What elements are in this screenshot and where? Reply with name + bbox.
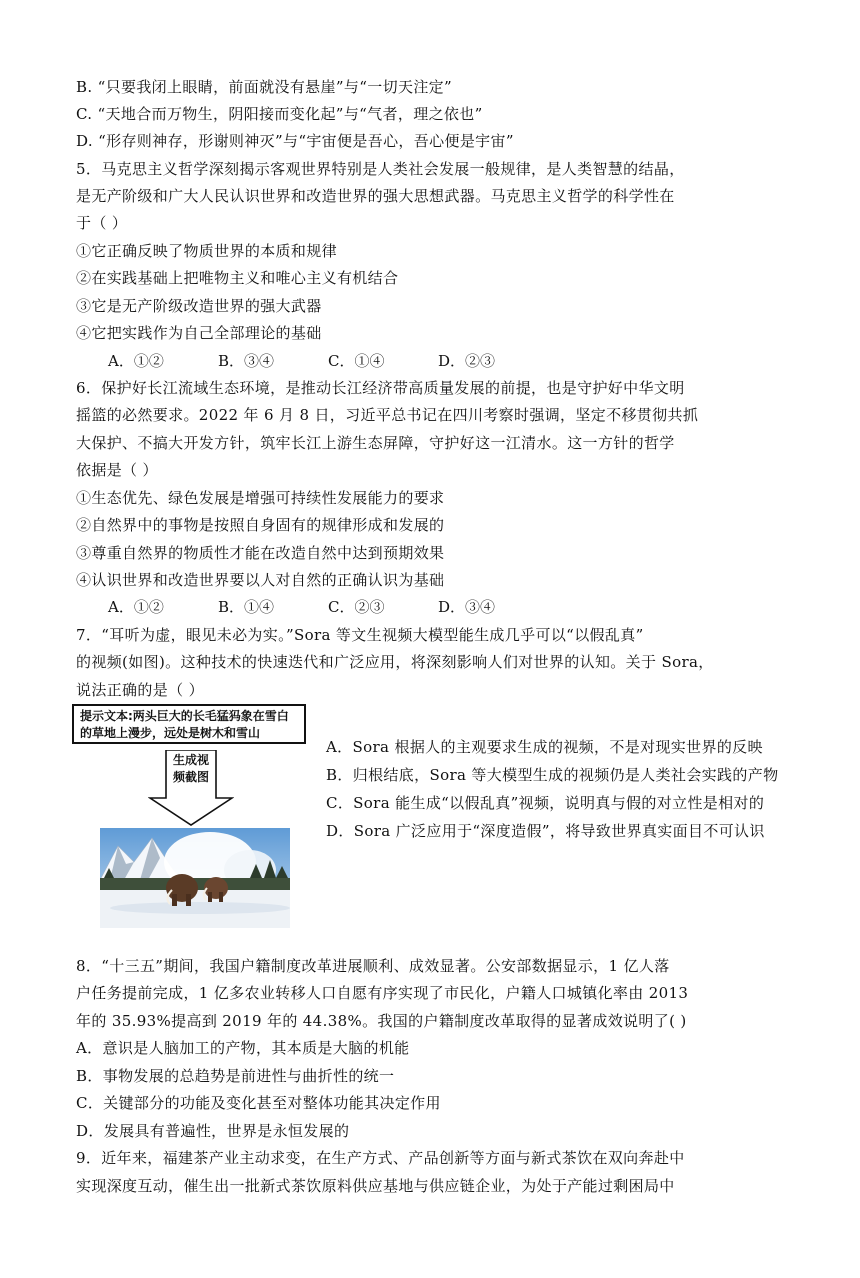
generate-arrow xyxy=(148,750,234,826)
q5-choice-b[interactable]: B．③④ xyxy=(218,352,275,370)
q6-stem-line: 摇篮的必然要求。2022 年 6 月 8 日，习近平总书记在四川考察时强调，坚定不移贯彻共抓 xyxy=(76,406,699,424)
q5-item: ④它把实践作为自己全部理论的基础 xyxy=(76,324,322,342)
q6-item: ③尊重自然界的物质性才能在改造自然中达到预期效果 xyxy=(76,544,445,562)
q5-choice-c[interactable]: C．①④ xyxy=(328,352,385,370)
q6-stem-line: 依据是（ ） xyxy=(76,461,158,479)
q5-choice-a[interactable]: A．①② xyxy=(108,352,164,370)
q7-stem-line: 说法正确的是（ ） xyxy=(76,681,204,699)
q8-choice-a[interactable]: A．意识是人脑加工的产物，其本质是大脑的机能 xyxy=(76,1039,410,1057)
q5-choices xyxy=(108,351,548,371)
q7-stem-line: 7．“耳听为虚，眼见未必为实。”Sora 等文生视频大模型能生成几乎可以“以假乱真” xyxy=(76,626,644,644)
mammoth-image-icon xyxy=(100,828,290,928)
sora-prompt-box: 提示文本:两头巨大的长毛猛犸象在雪白的草地上漫步，远处是树木和雪山 xyxy=(72,704,306,744)
q8-stem-line: 户任务提前完成，1 亿多农业转移人口自愿有序实现了市民化，户籍人口城镇化率由 2013 xyxy=(76,984,689,1002)
q4-option-d: D. “形存则神存，形谢则神灭”与“宇宙便是吾心，吾心便是宇宙” xyxy=(76,132,514,150)
q5-item: ②在实践基础上把唯物主义和唯心主义有机结合 xyxy=(76,269,399,287)
q5-item: ③它是无产阶级改造世界的强大武器 xyxy=(76,297,322,315)
q8-choice-b[interactable]: B．事物发展的总趋势是前进性与曲折性的统一 xyxy=(76,1067,395,1085)
q7-choices xyxy=(326,733,788,845)
q5-stem-line: 于（ ） xyxy=(76,214,128,232)
q6-item: ①生态优先、绿色发展是增强可持续性发展能力的要求 xyxy=(76,489,445,507)
q6-item: ②自然界中的事物是按照自身固有的规律形成和发展的 xyxy=(76,516,445,534)
q7-choice-a[interactable]: A．Sora 根据人的主观要求生成的视频，不是对现实世界的反映 xyxy=(326,738,763,756)
q4-option-b: B. “只要我闭上眼睛，前面就没有悬崖”与“一切天注定” xyxy=(76,78,453,96)
q6-choice-b[interactable]: B．①④ xyxy=(218,598,275,616)
q6-choice-c[interactable]: C．②③ xyxy=(328,598,385,616)
q7-choice-d[interactable]: D．Sora 广泛应用于“深度造假”，将导致世界真实面目不可认识 xyxy=(326,822,765,840)
q6-choice-d[interactable]: D．③④ xyxy=(438,598,496,616)
q8-stem-line: 8．“十三五”期间，我国户籍制度改革进展顺利、成效显著。公安部数据显示，1 亿人落 xyxy=(76,957,670,975)
q6-item: ④认识世界和改造世界要以人对自然的正确认识为基础 xyxy=(76,571,445,589)
q5-item: ①它正确反映了物质世界的本质和规律 xyxy=(76,242,337,260)
q5-choice-d[interactable]: D．②③ xyxy=(438,352,496,370)
q6-stem-line: 大保护、不搞大开发方针，筑牢长江上游生态屏障，守护好这一江清水。这一方针的哲学 xyxy=(76,434,675,452)
q7-choice-b[interactable]: B．归根结底，Sora 等大模型生成的视频仍是人类社会实践的产物 xyxy=(326,766,779,784)
mammoth-snow-photo xyxy=(100,828,290,928)
arrow-label: 生成视频截图 xyxy=(172,753,209,784)
q6-choices xyxy=(108,597,548,617)
q9-stem-line: 实现深度互动，催生出一批新式茶饮原料供应基地与供应链企业，为处于产能过剩困局中 xyxy=(76,1177,675,1195)
q8-choice-d[interactable]: D．发展具有普遍性，世界是永恒发展的 xyxy=(76,1122,350,1140)
q7-stem-line: 的视频(如图)。这种技术的快速迭代和广泛应用，将深刻影响人们对世界的认知。关于 Sora， xyxy=(76,653,714,671)
q7-choice-c[interactable]: C．Sora 能生成“以假乱真”视频，说明真与假的对立性是相对的 xyxy=(326,794,765,812)
q4-option-c: C. “天地合而万物生，阴阳接而变化起”与“气者，理之依也” xyxy=(76,105,483,123)
q8-choice-c[interactable]: C．关键部分的功能及变化甚至对整体功能其决定作用 xyxy=(76,1094,441,1112)
q8-stem-line: 年的 35.93%提高到 2019 年的 44.38%。我国的户籍制度改革取得的显著成效说明了( ) xyxy=(76,1012,687,1030)
q5-stem-line: 是无产阶级和广大人民认识世界和改造世界的强大思想武器。马克思主义哲学的科学性在 xyxy=(76,187,675,205)
q5-stem-line: 5．马克思主义哲学深刻揭示客观世界特别是人类社会发展一般规律，是人类智慧的结晶， xyxy=(76,160,685,178)
q6-stem-line: 6．保护好长江流域生态环境，是推动长江经济带高质量发展的前提，也是守护好中华文明 xyxy=(76,379,685,397)
q9-stem-line: 9．近年来，福建茶产业主动求变，在生产方式、产品创新等方面与新式茶饮在双向奔赴中 xyxy=(76,1149,685,1167)
q6-choice-a[interactable]: A．①② xyxy=(108,598,164,616)
